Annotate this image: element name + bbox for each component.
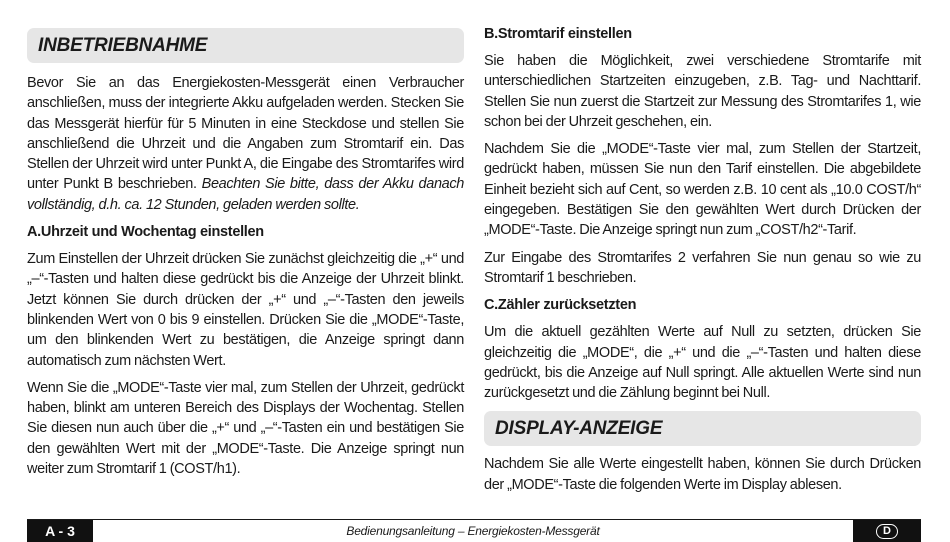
paragraph-c1: Um die aktuell gezählten Werte auf Null zu setzten, drücken Sie gleichzeitig die „MODE“, die „+“ und die „–“-Tasten und halten diese gedrückt, bis die Anzeige auf Null springt. Alle aktuellen Werte sind nun zurückgesetzt und die Zählung beginnt bei Null.: [484, 324, 921, 402]
paragraph-b2: Nachdem Sie die „MODE“-Taste vier mal, zum Stellen der Startzeit, gedrückt haben, müssen Sie nun den Tarif einstellen. Die abgebildete Einheit bezieht sich auf Cent, so werden z.B. 10 cent als „10.0 COST/h“ eingegeben. Bestätigen Sie den gewählten Wert durch Drücken der „MODE“-Taste. Die Anzeige springt nun zum „COST/h2“-Tarif.: [484, 141, 921, 239]
section-title: DISPLAY-ANZEIGE: [495, 417, 663, 439]
language-badge: D: [876, 524, 898, 539]
intro-note: Beachten Sie bitte, dass der Akku danach vollständig, d.h. ca. 12 Stunden, geladen werden sollte.: [27, 176, 464, 213]
intro-text: Bevor Sie an das Energiekosten-Messgerät einen Verbraucher anschließen, muss der integrierte Akku aufgeladen werden. Stecken Sie das Messgerät hierfür für 5 Minuten in eine Steckdose und stellen Sie anschließend die Uhrzeit und die Angaben zum Stromtarif ein. Das Stellen der Uhrzeit wird unter Punkt A, die Eingabe des Stromtarifes wird unter Punkt B beschrieben.: [27, 75, 464, 193]
language-tab: [853, 520, 921, 542]
footer-title: Bedienungsanleitung – Energiekosten-Messgerät: [346, 524, 600, 538]
section-title: INBETRIEBNAHME: [38, 34, 208, 56]
section-header-inbetriebnahme: [27, 28, 464, 63]
intro-paragraph: [27, 73, 464, 215]
page-number: A - 3: [27, 520, 93, 542]
left-column: [27, 0, 464, 479]
paragraph-a1: Zum Einstellen der Uhrzeit drücken Sie zunächst gleichzeitig die „+“ und „–“-Tasten und halten diese gedrückt bis die Anzeige der Uhrzeit blinkt. Jetzt können Sie durch drücken der „+“ und „–“-Tasten den jeweils blinkenden Wert von 0 bis 9 einstellen. Drücken Sie die „MODE“-Taste, um den blinkenden Wert zu bestätigen, die Anzeige springt dann automatisch zum nächsten Wert.: [27, 251, 464, 369]
subheading-c: C.Zähler zurücksetzten: [484, 297, 637, 314]
paragraph-b3: Zur Eingabe des Stromtarifes 2 verfahren Sie nun genau so wie zu Stromtarif 1 beschrieben.: [484, 249, 921, 286]
subheading-b: B.Stromtarif einstellen: [484, 26, 632, 42]
page-footer: [27, 519, 921, 541]
paragraph-b1: Sie haben die Möglichkeit, zwei verschiedene Stromtarife mit unterschiedlichen Startzeiten einzugeben, z.B. Tag- und Nachttarif. Stellen Sie nun zuerst die Startzeit zur Messung des Stromtarifes 1, wie schon bei der Uhrzeit geschehen, ein.: [484, 53, 921, 130]
paragraph-a2: Wenn Sie die „MODE“-Taste vier mal, zum Stellen der Uhrzeit, gedrückt haben, blinkt am unteren Bereich des Displays der Wochentag. Stellen Sie diesen nun auch über die „+“ und „–“-Tasten ein und bestätigen Sie den gewählten Wert mit der „MODE“-Taste. Die Anzeige springt nun weiter zum Stromtarif 1 (COST/h1).: [27, 379, 464, 478]
section-header-display-anzeige: [484, 411, 921, 446]
paragraph-display: Nachdem Sie alle Werte eingestellt haben, können Sie durch Drücken der „MODE“-Taste die folgenden Werte im Display ablesen.: [484, 456, 921, 493]
right-column: [484, 0, 921, 495]
subheading-a: A.Uhrzeit und Wochentag einstellen: [27, 224, 264, 241]
